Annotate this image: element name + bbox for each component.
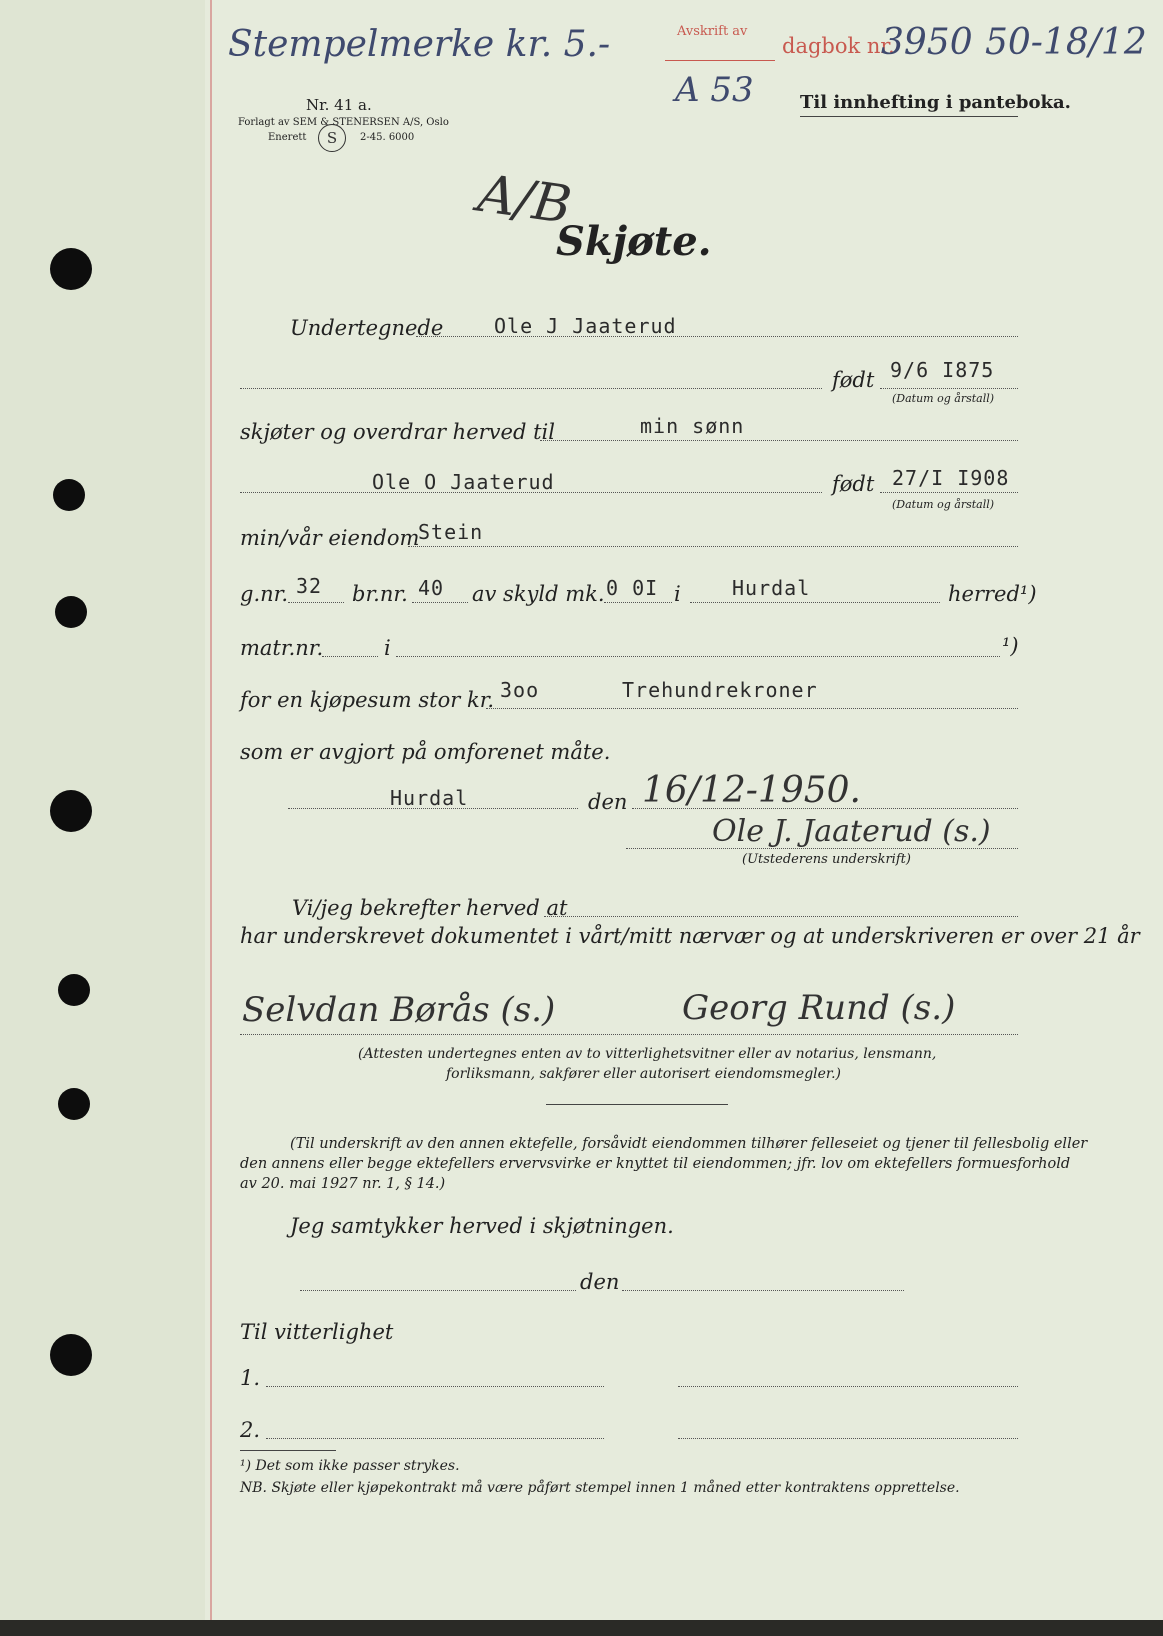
- seller-signature: Ole J. Jaaterud (s.): [712, 814, 991, 849]
- seller-name: Ole J Jaaterud: [494, 314, 677, 338]
- dotted-line: [604, 602, 672, 603]
- header-underline: [800, 116, 1018, 117]
- avgjort-text: som er avgjort på omforenet måte.: [240, 740, 611, 764]
- amount: 3oo: [500, 678, 540, 702]
- buyer-birth: 27/I I908: [892, 466, 1010, 490]
- date: 16/12-1950.: [642, 770, 861, 811]
- seller-birth: 9/6 I875: [890, 358, 995, 382]
- dotted-line: [880, 492, 1018, 493]
- consent-text: Jeg samtykker herved i skjøtningen.: [290, 1214, 674, 1238]
- buyer-name: Ole O Jaaterud: [372, 470, 555, 494]
- dotted-line: [288, 602, 344, 603]
- punch-hole: [50, 248, 92, 290]
- dotted-line: [486, 708, 1018, 709]
- eiendom-label: min/vår eiendom: [240, 526, 420, 550]
- nb-note: NB. Skjøte eller kjøpekontrakt må være påført stempel innen 1 måned etter kontraktens opprettelse.: [240, 1480, 960, 1496]
- skjoter-label: skjøter og overdrar herved til: [240, 420, 555, 444]
- gnr-value: 32: [296, 574, 323, 598]
- attest-note-2: forliksmann, sakfører eller autorisert eiendomsmegler.): [446, 1066, 841, 1082]
- matr-end: ¹): [1002, 634, 1019, 658]
- property-name: Stein: [418, 520, 484, 544]
- witness-number-1: 1.: [240, 1366, 261, 1390]
- skyld-label: av skyld mk.: [472, 582, 605, 606]
- form-number: Nr. 41 a.: [306, 96, 372, 114]
- document-title: Skjøte.: [556, 218, 712, 265]
- footnote: ¹) Det som ikke passer strykes.: [240, 1458, 460, 1474]
- binding-margin: [0, 0, 205, 1620]
- dotted-line: [322, 656, 378, 657]
- utstederens-label: (Utstederens underskrift): [742, 852, 911, 867]
- dotted-line: [396, 656, 1000, 657]
- brnr-value: 40: [418, 576, 445, 600]
- datum-label: (Datum og årstall): [892, 498, 995, 511]
- dagbok-number: 3950: [881, 22, 973, 63]
- datum-label: (Datum og årstall): [892, 392, 995, 405]
- witness-number-2: 2.: [240, 1418, 261, 1442]
- matrnr-label: matr.nr.: [240, 636, 324, 660]
- publisher-print: 2-45. 6000: [360, 132, 415, 143]
- punch-hole: [50, 790, 92, 832]
- publisher-line: Forlagt av SEM & STENERSEN A/S, Oslo: [238, 117, 449, 128]
- dotted-line: [266, 1438, 604, 1439]
- herred-i-label: i: [674, 582, 681, 606]
- divider: [546, 1104, 728, 1105]
- corner-initials: A/B: [474, 163, 576, 237]
- place: Hurdal: [390, 786, 469, 810]
- gnr-label: g.nr.: [240, 582, 289, 606]
- herred-label: herred¹): [948, 582, 1037, 606]
- fodt-label: født: [832, 368, 875, 392]
- reference: A 53: [675, 70, 754, 110]
- undertegnede-label: Undertegnede: [290, 316, 444, 340]
- brnr-label: br.nr.: [352, 582, 408, 606]
- footnote-rule: [240, 1450, 336, 1451]
- dotted-line: [678, 1386, 1018, 1387]
- relation: min sønn: [640, 414, 745, 438]
- stamp-duty-note: Stempelmerke kr. 5.-: [228, 24, 611, 65]
- margin-rule: [210, 0, 212, 1620]
- dotted-line: [266, 1386, 604, 1387]
- attest-note-1: (Attesten undertegnes enten av to vitterlighetsvitner eller av notarius, lensmann,: [358, 1046, 937, 1062]
- spouse-den-label: den: [580, 1270, 620, 1294]
- dotted-line: [240, 388, 822, 389]
- witness2-signature: Georg Rund (s.): [682, 988, 956, 1028]
- attest-line1: Vi/jeg bekrefter herved at: [292, 896, 568, 920]
- dotted-line: [408, 546, 1018, 547]
- punch-hole: [53, 479, 85, 511]
- publisher-enerett: Enerett: [268, 132, 307, 143]
- amount-words: Trehundrekroner: [622, 678, 818, 702]
- herred-name: Hurdal: [732, 576, 811, 600]
- struck-line: [665, 60, 775, 61]
- spouse-note-1: (Til underskrift av den annen ektefelle, forsåvidt eiendommen tilhører felleseiet og tjener til fellesbolig eller: [290, 1136, 1088, 1152]
- skyld-value: 0 0I: [606, 576, 659, 600]
- punch-hole: [58, 974, 90, 1006]
- avskrift-label: Avskrift av: [677, 24, 748, 39]
- dotted-line: [412, 602, 468, 603]
- dotted-line: [678, 1438, 1018, 1439]
- publisher-logo: S: [318, 124, 346, 152]
- dagbok-rest: 50-18/12: [985, 22, 1147, 63]
- kjopesum-label: for en kjøpesum stor kr.: [240, 688, 495, 712]
- fodt-label: født: [832, 472, 875, 496]
- til-innhefting: Til innhefting i panteboka.: [800, 92, 1071, 113]
- den-label: den: [588, 790, 628, 814]
- punch-hole: [55, 596, 87, 628]
- punch-hole: [58, 1088, 90, 1120]
- matr-i-label: i: [384, 636, 391, 660]
- dotted-line: [544, 916, 1018, 917]
- spouse-note-3: av 20. mai 1927 nr. 1, § 14.): [240, 1176, 446, 1192]
- dagbok-label: dagbok nr.: [782, 34, 895, 58]
- til-vitterlighet: Til vitterlighet: [240, 1320, 394, 1344]
- dotted-line: [622, 1290, 904, 1291]
- dotted-line: [880, 388, 1018, 389]
- spouse-note-2: den annens eller begge ektefellers ervervsvirke er knyttet til eiendommen; jfr. lov om ektefellers formuesforhold: [240, 1156, 1071, 1172]
- dotted-line: [540, 440, 1018, 441]
- witness1-signature: Selvdan Børås (s.): [242, 990, 556, 1030]
- dotted-line: [690, 602, 940, 603]
- punch-hole: [50, 1334, 92, 1376]
- dotted-line: [240, 1034, 1018, 1035]
- attest-line2: har underskrevet dokumentet i vårt/mitt nærvær og at underskriveren er over 21 år: [240, 924, 1140, 948]
- dotted-line: [300, 1290, 576, 1291]
